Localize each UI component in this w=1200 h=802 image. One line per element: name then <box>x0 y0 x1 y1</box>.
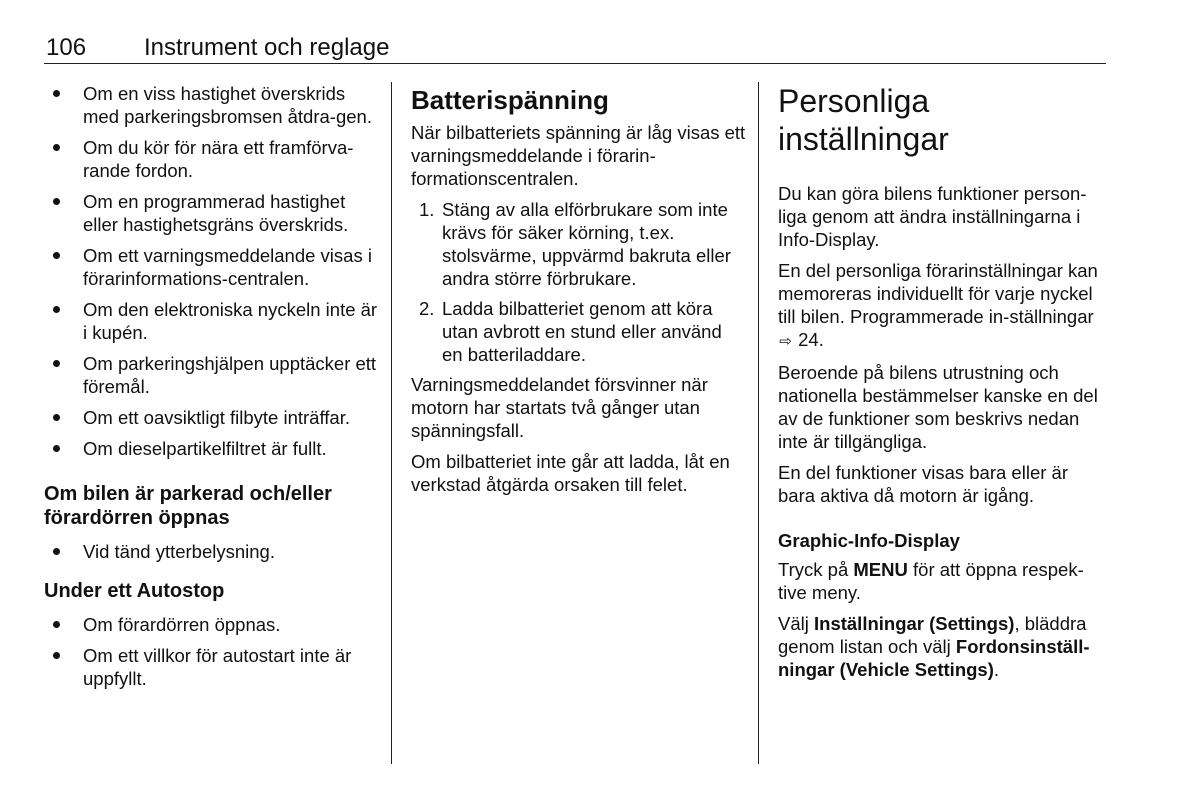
warning-conditions-list <box>44 82 379 460</box>
battery-para-1: Varningsmeddelandet försvinner när motorn har startats två gånger utan spänningsfall. <box>411 374 708 441</box>
autostop-conditions-list <box>44 613 379 690</box>
bullet-item <box>44 244 379 290</box>
settings-para-2 <box>778 259 1108 353</box>
bullet-dot-icon <box>53 360 60 367</box>
page-reference-arrow-icon: ⇨ <box>779 333 792 350</box>
step-number: 2. <box>419 298 435 319</box>
bullet-item <box>44 82 379 128</box>
settings-para-4: En del funktioner visas bara eller är bara aktiva då motorn är igång. <box>778 462 1068 506</box>
bullet-text: Om ett varningsmeddelande visas i förarinformations-centralen. <box>83 245 372 289</box>
right-column <box>778 82 1108 689</box>
column-divider <box>758 82 759 764</box>
bullet-item <box>44 540 379 563</box>
bullet-text: Om dieselpartikelfiltret är fullt. <box>83 438 327 459</box>
battery-para-2: Om bilbatteriet inte går att ladda, låt en verkstad åtgärda orsaken till felet. <box>411 451 730 495</box>
bullet-text: Vid tänd ytterbelysning. <box>83 541 275 562</box>
bullet-item <box>44 613 379 636</box>
settings-para-3: Beroende på bilens utrustning och nationella bestämmelser kanske en del av de funktioner som beskrivs nedan inte är tillgängliga. <box>778 362 1098 452</box>
bullet-item <box>44 136 379 182</box>
bullet-text: Om ett villkor för autostart inte är uppfyllt. <box>83 645 352 689</box>
bullet-text: Om en viss hastighet överskrids med parkeringsbromsen åtdra-gen. <box>83 83 372 127</box>
settings-keyword: Inställningar (Settings) <box>814 613 1015 634</box>
parked-conditions-list <box>44 540 379 563</box>
bullet-dot-icon <box>53 198 60 205</box>
step-item <box>411 198 746 290</box>
bullet-item <box>44 190 379 236</box>
bullet-dot-icon <box>53 252 60 259</box>
bullet-dot-icon <box>53 414 60 421</box>
bullet-text: Om du kör för nära ett framförva-rande fordon. <box>83 137 354 181</box>
step-text: Ladda bilbatteriet genom att köra utan avbrott en stund eller använd en batteriladdare. <box>442 298 722 365</box>
bullet-text: Om parkeringshjälpen upptäcker ett föremål. <box>83 353 377 397</box>
page-reference[interactable]: 24. <box>798 329 824 350</box>
battery-steps-list <box>411 198 746 366</box>
bullet-item <box>44 644 379 690</box>
page-number: 106 <box>46 34 87 61</box>
bullet-text: Om en programmerad hastighet eller hastighetsgräns överskrids. <box>83 191 349 235</box>
bullet-dot-icon <box>53 652 60 659</box>
menu-keyword: MENU <box>853 559 908 580</box>
settings-para-5 <box>778 558 1108 604</box>
left-column <box>44 82 379 698</box>
bullet-text: Om den elektroniska nyckeln inte är i kupén. <box>83 299 378 343</box>
bullet-dot-icon <box>53 144 60 151</box>
bullet-item <box>44 406 379 429</box>
text: Välj <box>778 613 814 634</box>
step-item <box>411 297 746 366</box>
heading-autostop: Under ett Autostop <box>44 580 225 602</box>
bullet-dot-icon <box>53 548 60 555</box>
vehicle-settings-keyword: Fordonsinställ-ningar (Vehicle Settings) <box>778 636 1090 680</box>
text: , bläddra genom listan och välj <box>778 613 1087 657</box>
settings-para-6 <box>778 612 1108 681</box>
column-divider <box>391 82 392 764</box>
bullet-item <box>44 437 379 460</box>
text: Tryck på <box>778 559 854 580</box>
text: för att öppna respek-tive meny. <box>778 559 1084 603</box>
header-rule <box>44 63 1106 64</box>
bullet-item <box>44 298 379 344</box>
heading-parked: Om bilen är parkerad och/eller förardörren öppnas <box>44 483 332 529</box>
step-number: 1. <box>419 199 435 220</box>
section-title: Instrument och reglage <box>144 34 390 61</box>
bullet-text: Om ett oavsiktligt filbyte inträffar. <box>83 407 350 428</box>
text: . <box>993 659 1000 680</box>
bullet-dot-icon <box>53 445 60 452</box>
battery-heading: Batterispänning <box>411 85 609 115</box>
bullet-dot-icon <box>53 90 60 97</box>
bullet-text: Om förardörren öppnas. <box>83 614 281 635</box>
step-text: Stäng av alla elförbrukare som inte krävs för säker körning, t.ex. stolsvärme, uppvärmd bakruta eller andra större förbrukare. <box>442 199 731 289</box>
personal-settings-heading: Personliga inställningar <box>778 83 949 157</box>
settings-para-1: Du kan göra bilens funktioner person-liga genom att ändra inställningarna i Info-Display. <box>778 183 1087 250</box>
bullet-dot-icon <box>53 621 60 628</box>
bullet-item <box>44 352 379 398</box>
settings-para-2-text: En del personliga förarinställningar kan memoreras individuellt för varje nyckel till bilen. Programmerade in-ställningar <box>778 260 1098 327</box>
battery-intro: När bilbatteriets spänning är låg visas ett varningsmeddelande i förarin-formationscentralen. <box>411 122 746 189</box>
bullet-dot-icon <box>53 306 60 313</box>
graphic-info-display-heading: Graphic-Info-Display <box>778 530 960 551</box>
middle-column <box>411 82 746 504</box>
